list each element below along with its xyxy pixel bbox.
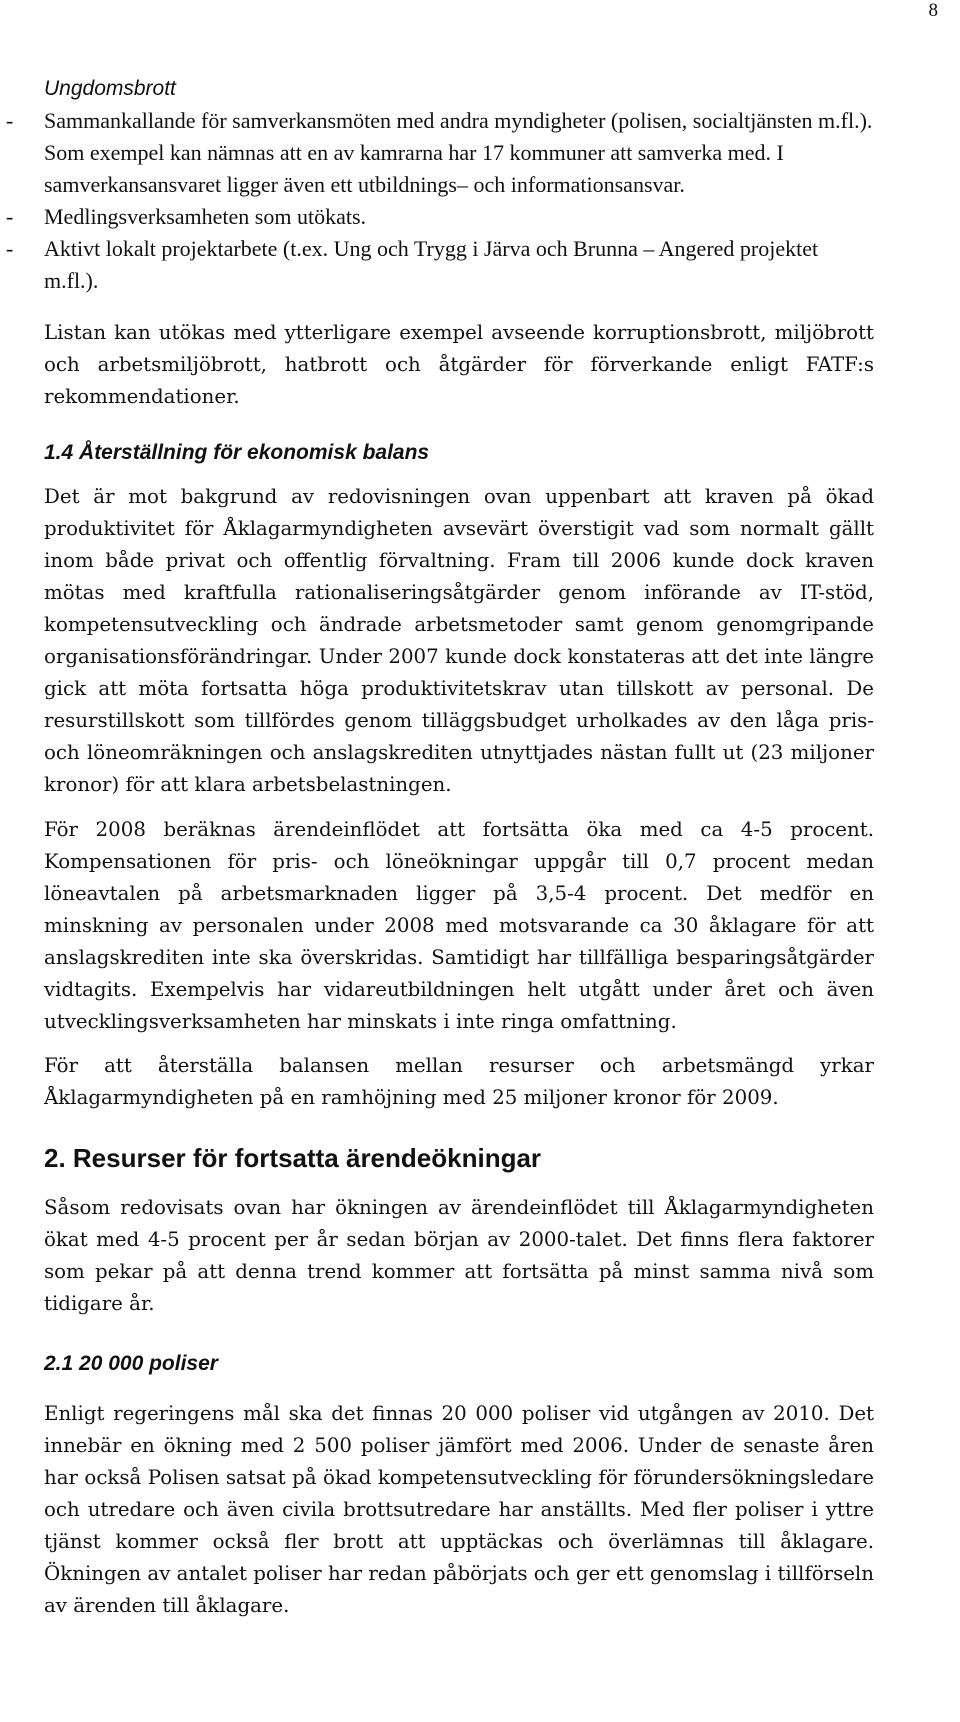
page-number: 8 (928, 0, 938, 21)
section-1-4-paragraph: För 2008 beräknas ärendeinflödet att fortsätta öka med ca 4-5 procent. Kompensationen för pris- och löneökningar uppgår till 0,7 procent medan löneavtalen på arbetsmarknaden ligger på 3,5-4 procent. Det medför en minskning av personalen under 2008 med motsvarande ca 30 åklagare för att anslagskrediten inte ska överskridas. Samtidigt har tillfälliga besparingsåtgärder vidtagits. Exempelvis har vidareutbildningen helt utgått under året och även utvecklingsverksamheten har minskats i inte ringa omfattning. (44, 818, 874, 1033)
dash-bullet: - (6, 108, 14, 133)
dash-bullet: - (6, 236, 14, 261)
page-content (6, 73, 874, 1622)
list-item-text: Medlingsverksamheten som utökats. (44, 204, 367, 229)
dash-bullet: - (6, 204, 14, 229)
section-2-paragraph: Såsom redovisats ovan har ökningen av ärendeinflödet till Åklagarmyndigheten ökat med 4-5 procent per år sedan början av 2000-talet. Det finns flera faktorer som pekar på att denna trend kommer att fortsätta på minst samma nivå som tidigare år. (44, 1196, 874, 1315)
section-2-1-heading: 2.1 20 000 poliser (44, 1352, 218, 1375)
section-1-4-paragraph: För att återställa balansen mellan resurser och arbetsmängd yrkar Åklagarmyndigheten på en ramhöjning med 25 miljoner kronor för 2009. (44, 1054, 874, 1109)
list-paragraph: Listan kan utökas med ytterligare exempel avseende korruptionsbrott, miljöbrott och arbetsmiljöbrott, hatbrott och åtgärder för förverkande enligt FATF:s rekommendationer. (44, 321, 874, 408)
youth-crime-list (6, 105, 874, 297)
youth-crime-heading: Ungdomsbrott (44, 77, 176, 100)
list-item-text: Aktivt lokalt projektarbete (t.ex. Ung och Trygg i Järva och Brunna – Angered projektet m.fl.). (44, 236, 819, 293)
section-1-4-heading: 1.4 Återställning för ekonomisk balans (44, 441, 430, 464)
list-item (6, 233, 874, 297)
section-2-1-paragraph: Enligt regeringens mål ska det finnas 20 000 poliser vid utgången av 2010. Det innebär en ökning med 2 500 poliser jämfört med 2006. Under de senaste åren har också Polisen satsat på ökad kompetensutveckling för förundersökningsledare och utredare och även civila brottsutredare har anställts. Med fler poliser i yttre tjänst kommer också fler brott att upptäckas och överlämnas till åklagare. Ökningen av antalet poliser har redan påbörjats och ger ett genomslag i tillförseln av ärenden till åklagare. (44, 1402, 874, 1617)
list-item (6, 105, 874, 201)
list-item-text: Sammankallande för samverkansmöten med andra myndigheter (polisen, socialtjänsten m.fl.). Som exempel kan nämnas att en av kamrarna har 17 kommuner att samverka med. I samverkansansvaret ligger även ett utbildnings– och informationsansvar. (44, 108, 873, 197)
list-item (6, 201, 874, 233)
section-1-4-paragraph: Det är mot bakgrund av redovisningen ovan uppenbart att kraven på ökad produktivitet för Åklagarmyndigheten avsevärt överstigit vad som normalt gällt inom både privat och offentlig förvaltning. Fram till 2006 kunde dock kraven mötas med kraftfulla rationaliseringsåtgärder genom införande av IT-stöd, kompetensutveckling och ändrade arbetsmetoder samt genom genomgripande organisationsförändringar. Under 2007 kunde dock konstateras att det inte längre gick att möta fortsatta höga produktivitetskrav utan tillskott av personal. De resurstillskott som tillfördes genom tilläggsbudget urholkades av den låga pris- och löneomräkningen och anslagskrediten utnyttjades nästan fullt ut (23 miljoner kronor) för att klara arbetsbelastningen. (44, 485, 874, 796)
section-2-heading: 2. Resurser för fortsatta ärendeökningar (44, 1143, 542, 1173)
